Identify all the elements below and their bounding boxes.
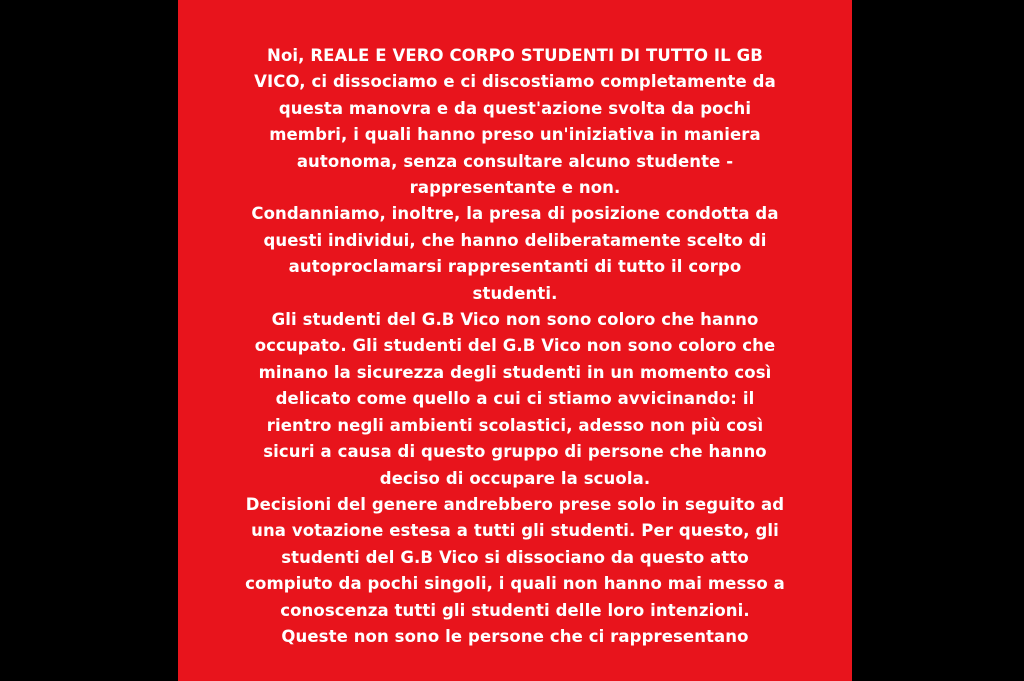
statement-line: rientro negli ambienti scolastici, adesso non più così [266, 415, 764, 435]
statement-line: conoscenza tutti gli studenti delle loro intenzioni. [280, 600, 750, 620]
statement-line: una votazione estesa a tutti gli studenti. Per questo, gli [251, 521, 779, 541]
statement-line: rappresentante e non. [409, 178, 621, 198]
statement-line: questa manovra e da quest'azione svolta da pochi [278, 98, 752, 118]
statement-line: delicato come quello a cui ci stiamo avvicinando: il [275, 389, 755, 409]
statement-line: VICO, ci dissociamo e ci discostiamo completamente da [254, 72, 776, 92]
statement-line: occupato. Gli studenti del G.B Vico non sono coloro che [254, 336, 776, 356]
statement-line: Gli studenti del G.B Vico non sono coloro che hanno [271, 310, 759, 330]
statement-line: autonoma, senza consultare alcuno studente - [296, 151, 734, 171]
statement-line: Noi, REALE E VERO CORPO STUDENTI DI TUTTO IL GB [267, 46, 763, 65]
statement-line: sicuri a causa di questo gruppo di persone che hanno [263, 442, 767, 462]
statement-line: questi individui, che hanno deliberatamente scelto di [263, 230, 767, 250]
statement-line: Decisioni del genere andrebbero prese solo in seguito ad [245, 494, 785, 514]
statement-line: minano la sicurezza degli studenti in un momento così [258, 362, 772, 382]
statement-line: studenti del G.B Vico si dissociano da questo atto [281, 547, 749, 567]
statement-line: Condanniamo, inoltre, la presa di posizione condotta da [251, 204, 779, 224]
statement-line: studenti. [472, 283, 558, 303]
statement-line: deciso di occupare la scuola. [379, 468, 651, 488]
statement-text [178, 43, 852, 650]
statement-line: compiuto da pochi singoli, i quali non hanno mai messo a [245, 574, 785, 594]
statement-line: Queste non sono le persone che ci rappresentano [281, 626, 749, 646]
statement-line: autoproclamarsi rappresentanti di tutto il corpo [288, 257, 742, 277]
statement-line: membri, i quali hanno preso un'iniziativa in maniera [269, 125, 761, 145]
statement-panel [178, 0, 852, 681]
